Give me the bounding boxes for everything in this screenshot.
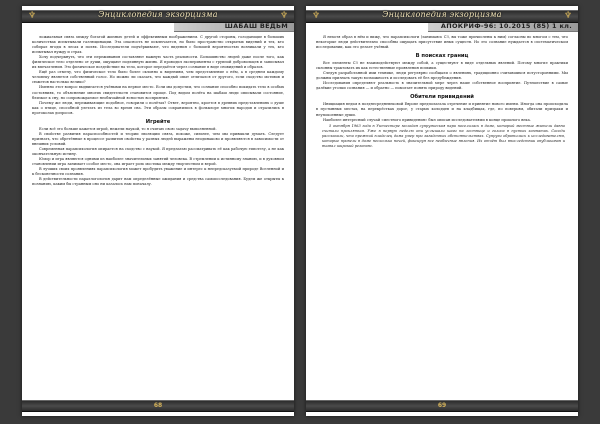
- paragraph: Инициация ведьм в позднесредневековой Европе предполагала отречение и принятие нового имени. Иногда она происходила в пустынных местах, на перекрёстках дорог, у старых колодцев и на кладбищах, где, по поверьям, обитали призраки и неупокоенные души.: [316, 102, 568, 117]
- paragraph: В свойстве развития параспособностей и теории эволюции связь, похоже, сильнее, чем мы привыкли думать. Следует признать, что обретённые в процессе развития свойства у разных людей выражены неодинаково и проявляются в зависимости от внешних условий.: [32, 131, 284, 146]
- section-heading: Игрейте: [145, 118, 171, 125]
- quote-block: 5 октября 1963 года в Уинчестере молодая супружеская пара поселилась в доме, который местные жители давно считали проклятым. Уже в первую неделю они услышали шаги на лестнице и голоса в пустых комнатах. Соседи рассказали, что прежний владелец дома умер при загадочных обстоятельствах. Супруги обратились к исследователям, которые провели в доме несколько ночей, фиксируя все необычные явления. Их отчёт был впоследствии опубликован и вызвал широкий резонанс.: [322, 123, 565, 148]
- right-section-bar: [428, 23, 578, 32]
- right-header-title: Энциклопедия экзорцизма: [382, 10, 502, 19]
- left-header-title: Энциклопедия экзорцизма: [98, 10, 218, 19]
- paragraph: Следуя разработанной ими технике, люди регулярно сообщали о явлениях, традиционно считавшихся потусторонними. Мы должны признать такую возможность и исследовать её без предубеждения.: [316, 71, 568, 81]
- section-heading: Обители привидений: [410, 94, 474, 101]
- emblem-icon: ♆: [563, 11, 573, 21]
- paragraph: В действительности параллогология дарит нам определённые ожидания и средства самоисследования. Будем же открыты к познанию, каким бы странным оно ни казалось нам поначалу.: [32, 177, 284, 187]
- left-page-body: [32, 35, 284, 398]
- page-number: 69: [437, 402, 447, 409]
- paragraph: Я нехотя образ в нём и вижу, что парапсихологи (занимаясь СЗ, вы тоже причислены к ним) согласны во многом с тем, что некоторые люди действительно способны ощущать присутствие иных существ. Но это сознание нуждается в систематическом исследовании, как это делает учёный.: [316, 35, 568, 50]
- emblem-icon: ♆: [27, 11, 37, 21]
- paragraph: В лучших своих проявлениях парапсихология может пробудить уважение и интерес к непредсказуемой природе Вселенной и к бесконечности сознания.: [32, 167, 284, 177]
- paragraph: Почему же люди, переживающие подобное, говорили о полётах? Ответ, вероятно, кроется в древних представлениях о душе как о птице, способной улетать из тела во время сна. Эти образы сохранились в фольклоре многих народов и отразились в протоколах допросов.: [32, 100, 284, 115]
- left-section-label: ШАБАШ ВЕДЬМ: [224, 22, 288, 30]
- paragraph: Именно этот вопрос выдвигается учёными на первое место. Если мы допустим, что сознание способно покидать тело в особых состояниях, то объяснение многих свидетельств становится проще. Под видом полёта на шабаш люди описывали состояние, близкое к сну, но сопровождаемое необычайной ясностью восприятия.: [32, 85, 284, 100]
- paragraph: Исследования определяют реальность в значительной мере через наше собственное восприятие. Путешествие в самые далёкие уголки сознания — и обратно — помогает понять природу видений.: [316, 81, 568, 91]
- paragraph: Хочу подчеркнуть, что эти переживания составляют важную часть реальности. Большинство людей даже после того, как физическое тело отделено от души, ощущают подлинную жизнь. Я проводил эксперименты с группой добровольцев и записывал их впечатления. Это физическое воздействие на тело, которое передаётся через сознание в виде сновидений и образов.: [32, 55, 284, 70]
- right-footer-band: [306, 400, 578, 412]
- emblem-icon: ♆: [279, 11, 289, 21]
- paragraph: Наиболее интересный случай «местного привидения» был описан исследователями в конце прошлого века.: [323, 117, 531, 122]
- paragraph: Все элементы СЗ не взаимодействуют между собой, а существуют в виде отдельных явлений. Потому многие практики склонны трактовать их как естественные проявления психики.: [316, 61, 568, 71]
- paragraph: Юмор и игра являются одними из наиболее значительных занятий человека. В стремлении к истинному знанию, и в духовном становлении игра занимает особое место, она играет роль мостика между творчеством и верой.: [32, 157, 284, 167]
- emblem-icon: ♆: [311, 11, 321, 21]
- left-section-bar: [174, 23, 294, 32]
- paragraph: ложиальная связь между богатой жизнью детей и эффективным воображением. С другой стороны, голодающие в больших количествах испытывали галлюцинации. Эта опасность не исключается, но было пространство открытых видений и тех, кто собирал ягоды в лесах и полях. Исследователи подчёркивают, что видения с большей вероятностью возникали у тех, кто испытывал нужду и страх.: [32, 35, 284, 55]
- right-section-label: АПОКРИФ-96: 10.2015 (85) 1 кл.: [440, 22, 572, 30]
- right-page-body: [316, 35, 568, 398]
- paragraph: Ещё раз отмечу, что физическое тело было более склонно к видениям, чем представление о нём, а в среднем каждому человеку является собственный голос. Но можно ли сказать, что каждый опыт отличался от другого, если сходство мотивов и сюжетов настолько велико?: [32, 70, 284, 85]
- left-footer-band: [22, 400, 294, 412]
- section-heading: В поисках границ: [415, 53, 469, 60]
- paragraph: Современная парапсихология опирается на сходство с наукой. Я предлагаю рассматривать её как рабочую гипотезу, а не как окончательную истину.: [32, 146, 284, 156]
- right-page: [306, 6, 578, 416]
- page-number: 68: [153, 402, 163, 409]
- left-page: [22, 6, 294, 416]
- paragraph: Если всё это больше кажется игрой, нежели наукой, то я считаю свою задачу выполненной.: [39, 126, 217, 131]
